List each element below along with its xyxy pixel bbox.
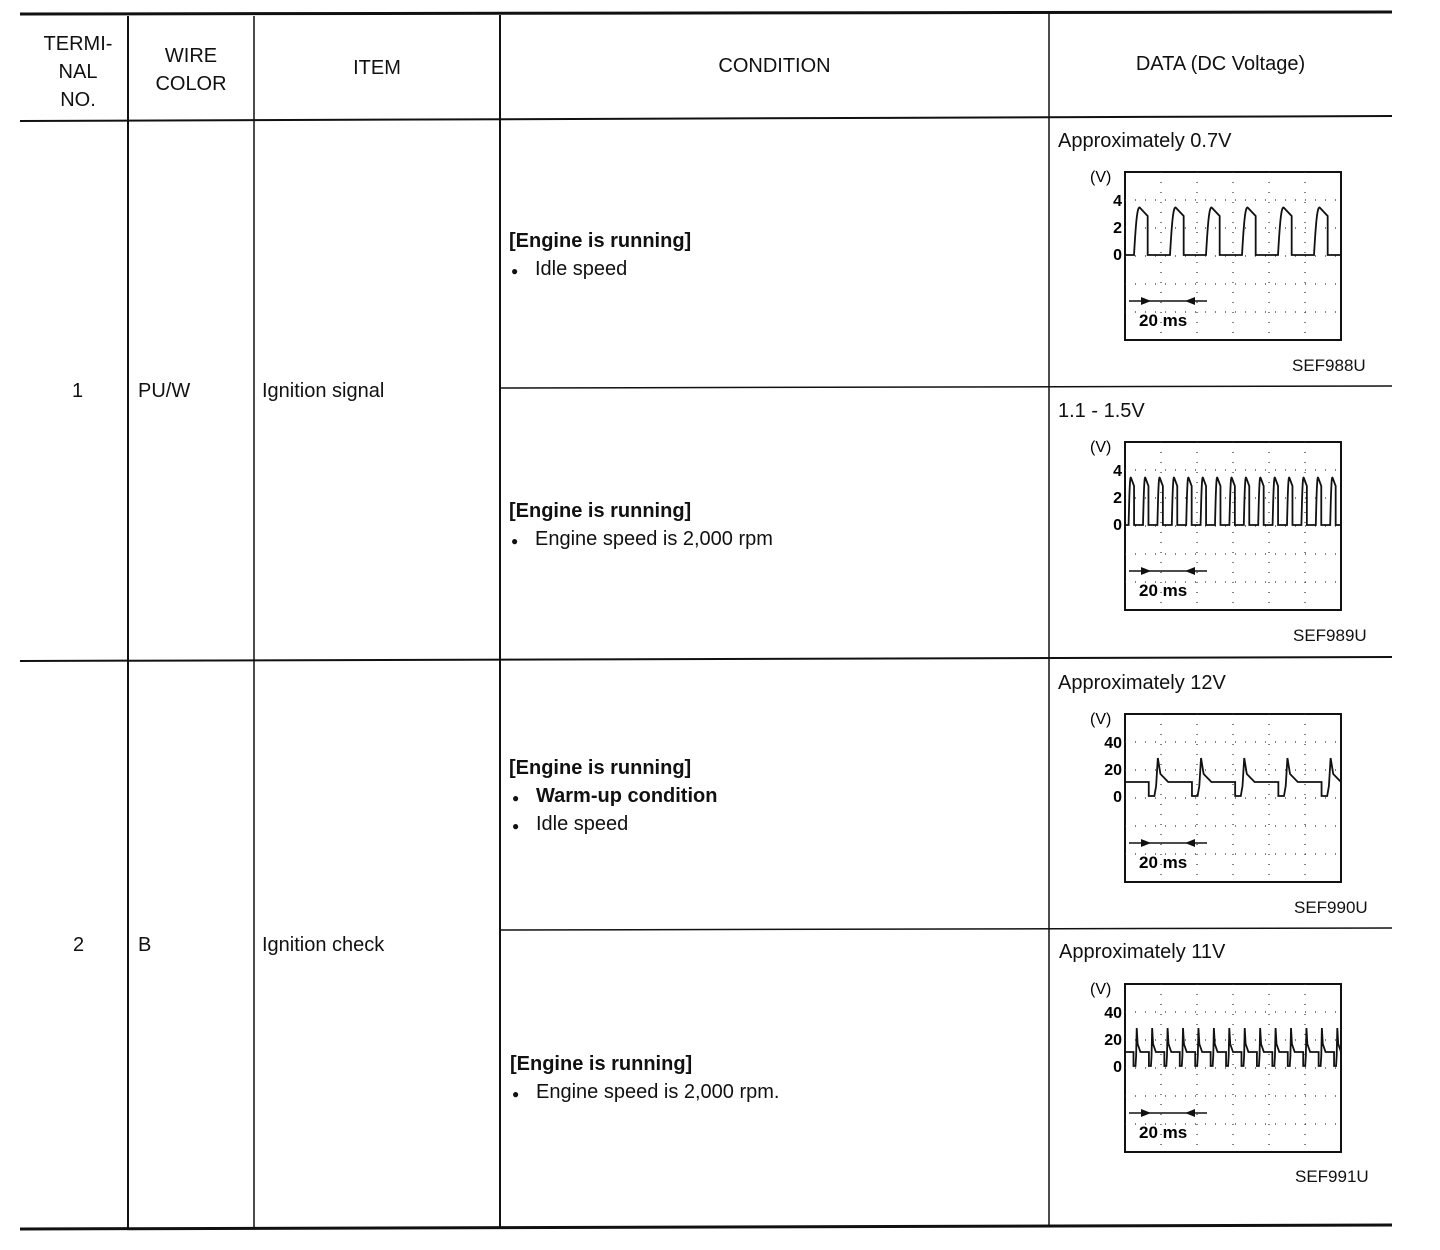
scope-tick-label: 4: [1113, 193, 1122, 210]
row-2-wire-color: B: [138, 934, 152, 956]
header-terminal-line-3: NO.: [60, 89, 96, 111]
timebase-arrow-right: [1141, 1109, 1151, 1117]
timebase-arrow-right: [1141, 567, 1151, 575]
scope-waveform: [1125, 1028, 1341, 1066]
row-2b-data: Approximately 11V: [1059, 941, 1226, 963]
timebase-arrow-right: [1141, 839, 1151, 847]
oscilloscope-plot-sef990u: [1080, 702, 1370, 892]
timebase-arrow-right: [1141, 297, 1151, 305]
row-2b-figure-id: SEF991U: [1295, 1167, 1369, 1186]
row-1a-data: Approximately 0.7V: [1058, 130, 1232, 152]
row-1-terminal: 1: [72, 380, 84, 402]
row-1-wire-color: PU/W: [138, 380, 191, 402]
scope-tick-label: 0: [1113, 1059, 1122, 1076]
row-2a-figure-id: SEF990U: [1294, 898, 1368, 917]
row-1-item: Ignition signal: [262, 380, 385, 402]
scope-unit-label: (V): [1090, 711, 1112, 728]
header-terminal-line-1: TERMI-: [43, 33, 113, 55]
timebase-label: 20 ms: [1139, 1123, 1188, 1142]
header-item: ITEM: [353, 57, 401, 79]
timebase-arrow-left: [1185, 1109, 1195, 1117]
header-wire-line-1: WIRE: [164, 45, 218, 67]
scope-tick-label: 2: [1113, 220, 1122, 237]
row-1b-data: 1.1 - 1.5V: [1058, 400, 1145, 422]
timebase-label: 20 ms: [1139, 581, 1188, 600]
scope-tick-label: 4: [1113, 463, 1122, 480]
row-1a-figure-id: SEF988U: [1292, 356, 1366, 375]
scope-tick-label: 40: [1104, 735, 1122, 752]
scope-unit-label: (V): [1090, 439, 1112, 456]
timebase-label: 20 ms: [1139, 311, 1188, 330]
row-2a-state: [Engine is running]: [509, 757, 692, 779]
oscilloscope-plot-sef988u: [1080, 160, 1370, 350]
row-2-item: Ignition check: [262, 934, 385, 956]
header-wire-color: [128, 42, 254, 98]
scope-tick-label: 40: [1104, 1005, 1122, 1022]
scope-waveform: [1125, 207, 1341, 255]
scope-tick-label: 0: [1113, 247, 1122, 264]
scope-tick-label: 0: [1113, 517, 1122, 534]
row-1a-bullet-1: ● Idle speed: [535, 256, 627, 283]
row-1b-figure-id: SEF989U: [1293, 626, 1367, 645]
timebase-label: 20 ms: [1139, 853, 1188, 872]
row-2b-bullet-1: ● Engine speed is 2,000 rpm.: [536, 1079, 780, 1106]
scope-unit-label: (V): [1090, 169, 1112, 186]
row-2-terminal: 2: [73, 934, 85, 956]
scope-tick-label: 20: [1104, 762, 1122, 779]
row-2a-bullet-2: ● Idle speed: [536, 811, 628, 838]
header-terminal-line-2: NAL: [58, 61, 98, 83]
row-1b-bullet-1: ● Engine speed is 2,000 rpm: [535, 526, 773, 553]
scope-tick-label: 2: [1113, 490, 1122, 507]
scope-tick-label: 0: [1113, 789, 1122, 806]
scope-tick-label: 20: [1104, 1032, 1122, 1049]
scope-unit-label: (V): [1090, 981, 1112, 998]
header-wire-line-2: COLOR: [155, 73, 227, 95]
row-2b-state: [Engine is running]: [510, 1053, 693, 1075]
oscilloscope-plot-sef991u: [1080, 972, 1370, 1162]
timebase-arrow-left: [1185, 567, 1195, 575]
timebase-arrow-left: [1185, 839, 1195, 847]
row-2a-bullet-1: ● Warm-up condition: [536, 783, 717, 810]
row-2a-data: Approximately 12V: [1058, 672, 1226, 694]
scope-waveform: [1125, 477, 1341, 525]
scope-waveform: [1125, 758, 1341, 796]
header-terminal-no: [28, 30, 128, 114]
oscilloscope-plot-sef989u: [1080, 430, 1370, 620]
row-1b-state: [Engine is running]: [509, 500, 692, 522]
timebase-arrow-left: [1185, 297, 1195, 305]
row-1a-state: [Engine is running]: [509, 230, 692, 252]
header-data: DATA (DC Voltage): [1135, 53, 1306, 75]
header-condition: CONDITION: [718, 55, 831, 77]
